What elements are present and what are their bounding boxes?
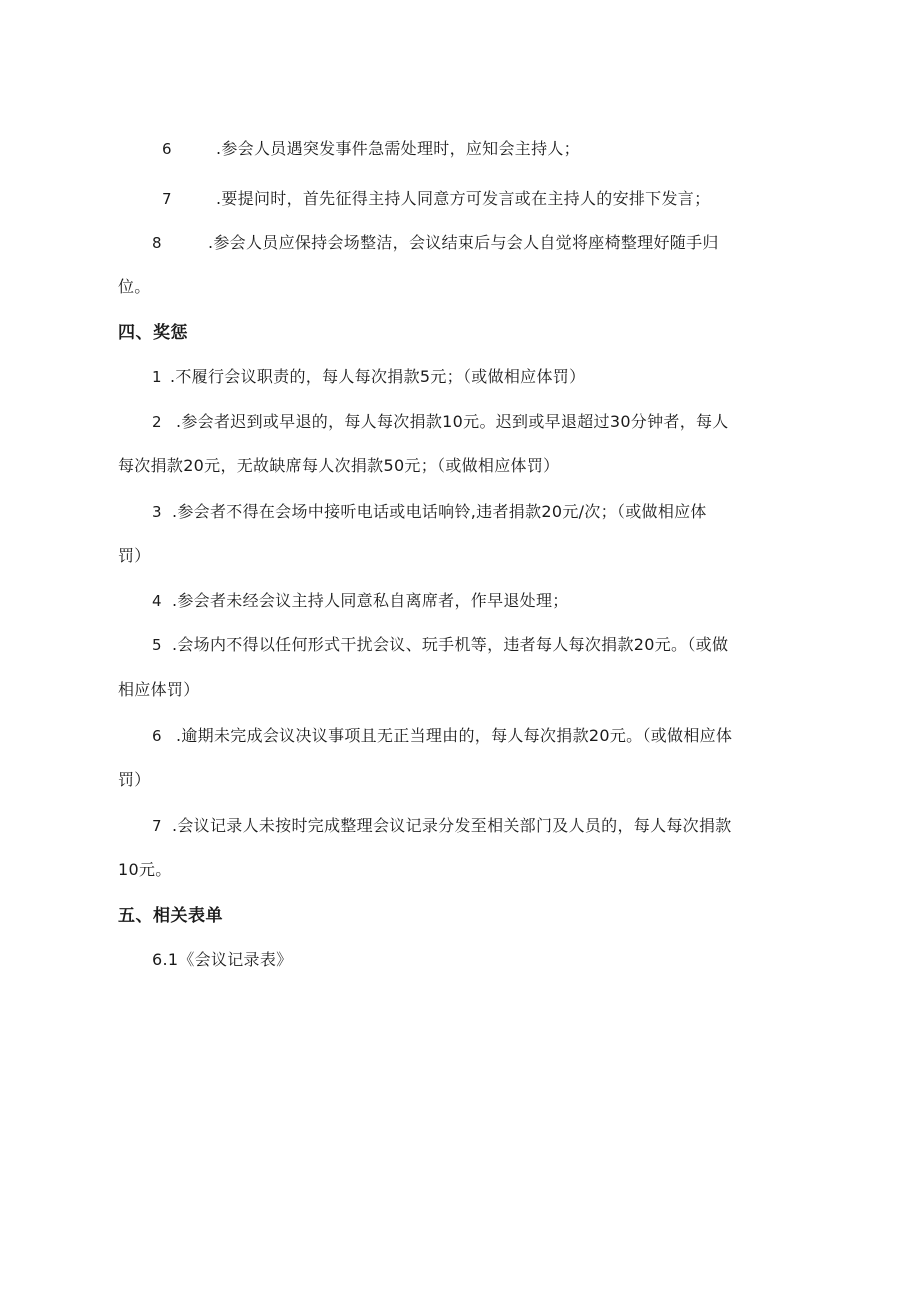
item-number: 7 <box>152 817 162 835</box>
rule-text: .参会人员遇突发事件急需处理时，应知会主持人； <box>216 139 580 158</box>
item-text: .参会者未经会议主持人同意私自离席者，作早退处理； <box>172 591 569 610</box>
item-number: 3 <box>152 503 162 521</box>
rule-text: .参会人员应保持会场整洁，会议结束后与会人自觉将座椅整理好随手归 <box>208 233 719 252</box>
item-text-continuation: 每次捐款20元，无故缺席每人次捐款50元；（或做相应体罚） <box>118 456 560 475</box>
item-number: 1 <box>152 368 162 386</box>
item-number: 5 <box>152 636 162 654</box>
item-text: .参会者不得在会场中接听电话或电话响铃,违者捐款20元/次；（或做相应体 <box>172 502 707 521</box>
rule-number: 7 <box>162 190 172 208</box>
item-text: .会议记录人未按时完成整理会议记录分发至相关部门及人员的，每人每次捐款 <box>172 816 732 835</box>
section-heading: 五、相关表单 <box>118 906 223 926</box>
item-text-continuation: 罚） <box>118 546 151 565</box>
item-number: 2 <box>152 413 162 431</box>
item-text: .会场内不得以任何形式干扰会议、玩手机等，违者每人每次捐款20元。（或做 <box>172 635 729 654</box>
item-text-continuation: 相应体罚） <box>118 680 200 699</box>
item-text-continuation: 罚） <box>118 770 151 789</box>
item-number: 4 <box>152 592 162 610</box>
item-text: .参会者迟到或早退的，每人每次捐款10元。迟到或早退超过30分钟者，每人 <box>176 412 729 431</box>
item-text: .不履行会议职责的，每人每次捐款5元；（或做相应体罚） <box>170 367 586 386</box>
rule-number: 8 <box>152 234 162 252</box>
rule-text: .要提问时，首先征得主持人同意方可发言或在主持人的安排下发言； <box>216 189 711 208</box>
section-heading: 四、奖惩 <box>118 323 188 343</box>
rule-number: 6 <box>162 140 172 158</box>
form-item: 6.1《会议记录表》 <box>152 950 293 969</box>
rule-text-continuation: 位。 <box>118 277 151 296</box>
item-text-continuation: 10元。 <box>118 860 172 879</box>
item-text: .逾期未完成会议决议事项且无正当理由的，每人每次捐款20元。（或做相应体 <box>176 726 733 745</box>
item-number: 6 <box>152 727 162 745</box>
